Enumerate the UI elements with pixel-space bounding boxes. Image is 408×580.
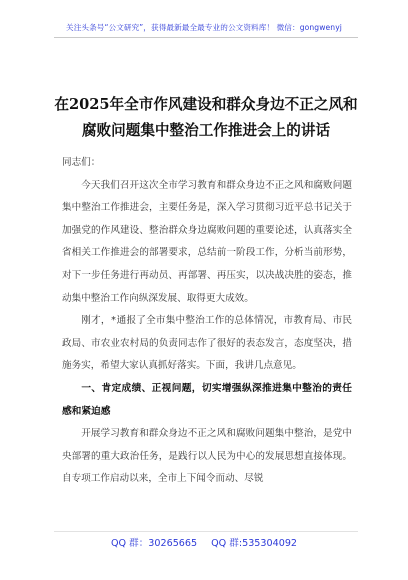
footer-divider (54, 531, 358, 532)
section-heading: 一、肯定成绩、正视问题，切实增强纵深推进集中整治的责任感和紧迫感 (62, 382, 352, 417)
document-title: 在2025年全市作风建设和群众身边不正之风和腐败问题集中整治工作推进会上的讲话 (54, 95, 358, 139)
footer-qq-group-2: QQ 群:535304092 (211, 538, 298, 549)
paragraph-reports: 刚才，*通报了全市集中整治工作的总体情况，市教育局、市民政局、市农业农村局的负责同志作了很好的表态发言，态度坚决，措施务实，希望大家认真抓好落实。下面，我讲几点意见。 (62, 315, 352, 372)
paragraph-intro: 今天我们召开这次全市学习教育和群众身边不正之风和腐败问题集中整治工作推进会，主要任务是，深入学习贯彻习近平总书记关于加强党的作风建设、整治群众身边腐败问题的重要论述，认真落实全省相关工作推进会的部署要求，总结前一阶段工作，分析当前形势，对下一步任务进行再动员、再部署、再压实，以决战决胜的姿态，推动集中整治工作向纵深发展、取得更大成效。 (62, 179, 352, 304)
salutation: 同志们： (62, 157, 101, 168)
footer (0, 535, 408, 549)
section-paragraph: 开展学习教育和群众身边不正之风和腐败问题集中整治，是党中央部署的重大政治任务，是践行以人民为中心的发展思想直接体现。自专项工作启动以来，全市上下闻令而动、尽锐 (62, 428, 352, 485)
document-body (62, 152, 352, 491)
header-banner: 关注头条号“公文研究”，获得最新最全最专业的公文资料库！ 微信：gongwenyj (66, 23, 342, 32)
header-divider (54, 37, 358, 38)
footer-qq-group-1: QQ 群：30265665 (110, 538, 198, 549)
